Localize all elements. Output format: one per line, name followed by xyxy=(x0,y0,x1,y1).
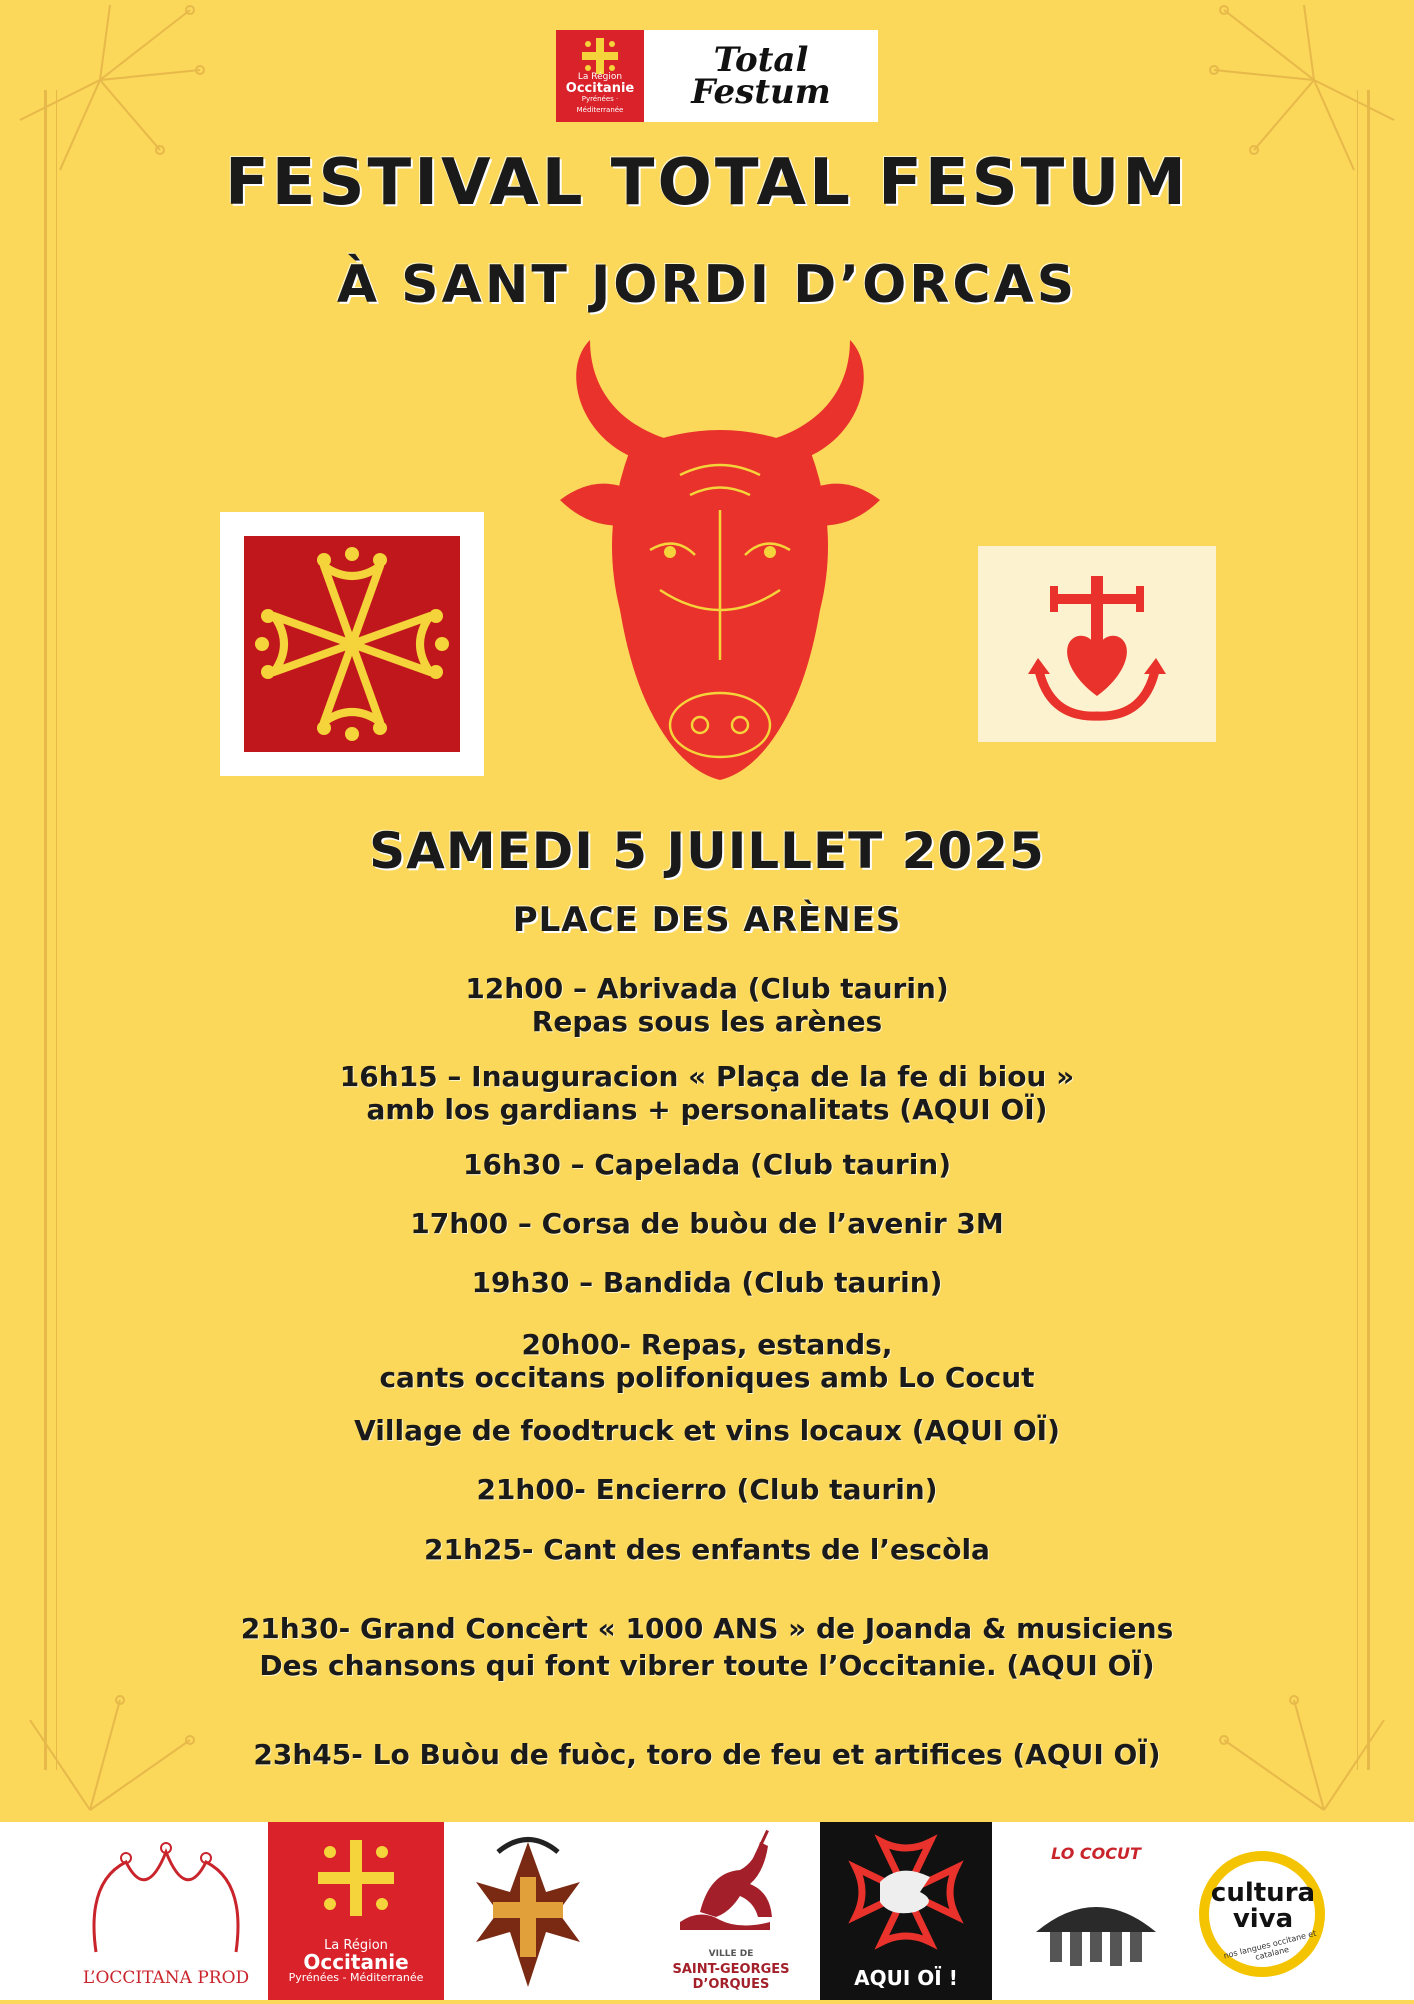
occitan-cross-emblem-logo xyxy=(458,1822,598,2000)
schedule-line: Village de foodtruck et vins locaux (AQUI OÏ) xyxy=(354,1414,1060,1447)
sgo-line3: D’ORQUES xyxy=(692,1977,770,1992)
schedule-line: Des chansons qui font vibrer toute l’Occitanie. (AQUI OÏ) xyxy=(259,1649,1155,1682)
schedule-line: 16h30 – Capelada (Club taurin) xyxy=(462,1148,952,1181)
region-footer-line3: Pyrénées - Méditerranée xyxy=(288,1971,424,1984)
region-line2: Occitanie xyxy=(565,81,635,96)
schedule-line: 20h00- Repas, estands, xyxy=(521,1328,893,1361)
partners-footer xyxy=(0,1822,1414,2000)
knight-dragon-icon xyxy=(660,1822,802,1932)
schedule-line: 17h00 – Corsa de buòu de l’avenir 3M xyxy=(410,1207,1004,1240)
schedule-line: 16h15 – Inauguracion « Plaça de la fe di biou » xyxy=(339,1060,1075,1093)
region-footer-line2: Occitanie xyxy=(303,1950,409,1974)
cross-emblem-icon xyxy=(458,1822,598,2000)
camargue-cross-flag xyxy=(978,546,1216,742)
occitan-cross-icon xyxy=(308,1836,404,1920)
occitan-cross-icon xyxy=(244,536,460,752)
aqui-oi-logo xyxy=(820,1822,992,2000)
schedule-line: 23h45- Lo Buòu de fuòc, toro de feu et artifices (AQUI OÏ) xyxy=(253,1738,1161,1771)
cultura-viva-line2: viva xyxy=(1232,1904,1294,1934)
cultura-viva-line1: cultura xyxy=(1210,1878,1316,1908)
event-place: PLACE DES ARÈNES xyxy=(512,900,902,940)
total-festum-logo xyxy=(644,30,878,122)
schedule-line: Repas sous les arènes xyxy=(531,1005,883,1038)
choir-umbrella-icon xyxy=(1020,1872,1172,1982)
region-occitanie-footer-logo xyxy=(268,1822,444,2000)
page-title: FESTIVAL TOTAL FESTUM xyxy=(225,146,1189,220)
schedule-item xyxy=(0,1266,1414,1299)
schedule-item xyxy=(0,1612,1414,1682)
region-line1: La Région xyxy=(577,72,623,82)
schedule-item xyxy=(0,1148,1414,1181)
bull-head-icon xyxy=(520,330,920,800)
schedule-line: 21h30- Grand Concèrt « 1000 ANS » de Joanda & musiciens xyxy=(240,1612,1174,1645)
schedule-item xyxy=(0,1414,1414,1447)
schedule-item xyxy=(0,972,1414,1038)
occitana-prod-logo xyxy=(76,1822,256,2000)
occitan-flag xyxy=(220,512,484,776)
sgo-line1: VILLE DE xyxy=(708,1949,754,1959)
cultura-viva-logo xyxy=(1192,1822,1342,2000)
event-date: SAMEDI 5 JUILLET 2025 xyxy=(369,822,1045,880)
festum-line2: Festum xyxy=(691,72,831,112)
schedule-item xyxy=(0,1328,1414,1394)
schedule-item xyxy=(0,1738,1414,1771)
schedule-line: amb los gardians + personalitats (AQUI OÏ) xyxy=(366,1093,1048,1126)
schedule-line: cants occitans polifoniques amb Lo Cocut xyxy=(379,1361,1035,1394)
region-footer-line1: La Région xyxy=(324,1938,388,1953)
schedule-line: 21h25- Cant des enfants de l’escòla xyxy=(424,1533,990,1566)
schedule-line: 21h00- Encierro (Club taurin) xyxy=(476,1473,938,1506)
schedule-line: 19h30 – Bandida (Club taurin) xyxy=(471,1266,943,1299)
occitana-prod-name: L’OCCITANA PROD xyxy=(82,1968,250,1988)
occitan-cross-icon xyxy=(578,36,622,76)
region-occitanie-logo xyxy=(556,30,644,122)
schedule-item xyxy=(0,1060,1414,1126)
top-logos xyxy=(556,30,878,122)
dragon-cross-icon xyxy=(820,1822,992,1962)
schedule-line: 12h00 – Abrivada (Club taurin) xyxy=(465,972,949,1005)
cultura-viva-sub: nos langues occitane et catalane xyxy=(1222,1928,1318,1962)
lo-cocut-name: LO COCUT xyxy=(1051,1844,1141,1863)
page-subtitle: À SANT JORDI D’ORCAS xyxy=(336,255,1078,315)
region-line3: Pyrénées · Méditerranée xyxy=(576,95,624,114)
schedule-item xyxy=(0,1473,1414,1506)
saint-georges-dorques-logo xyxy=(660,1822,802,2000)
camargue-cross-icon xyxy=(978,546,1216,742)
aqui-oi-name: AQUI OÏ ! xyxy=(854,1966,958,1990)
sgo-line2: SAINT-GEORGES xyxy=(672,1962,790,1977)
festum-line1: Total xyxy=(713,40,809,80)
lo-cocut-logo xyxy=(1020,1822,1172,2000)
schedule-item xyxy=(0,1207,1414,1240)
schedule-item xyxy=(0,1533,1414,1566)
crown-icon xyxy=(76,1822,256,1962)
